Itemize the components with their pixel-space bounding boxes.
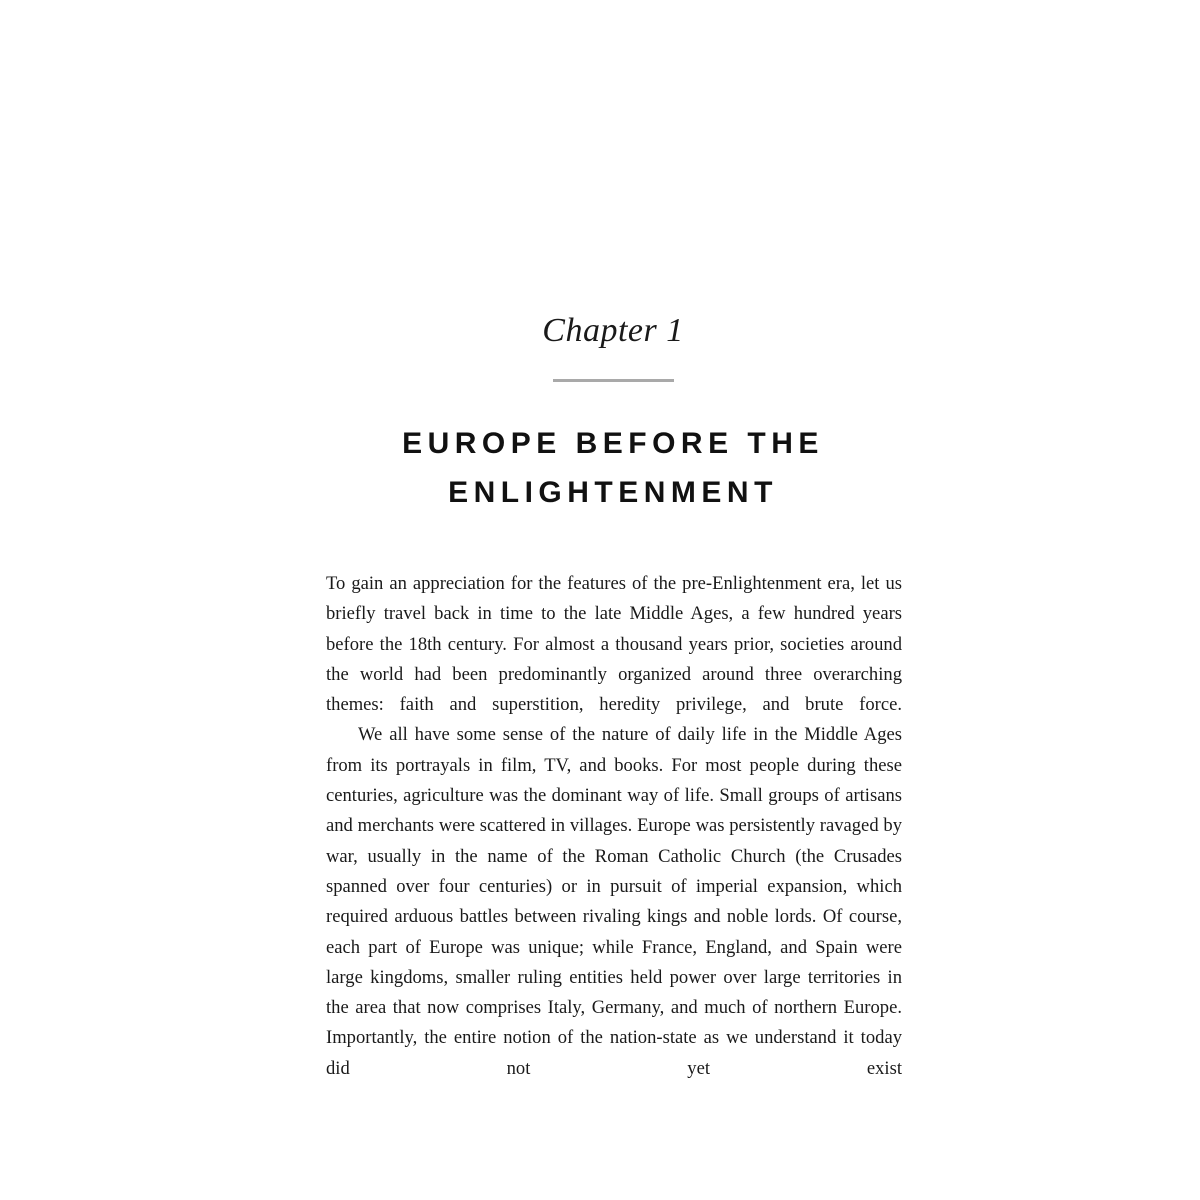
paragraph-2: We all have some sense of the nature of daily life in the Middle Ages from its portrayals in film, TV, and books. For most people during these centuries, agriculture was the dominant way of life. Small groups of artisans and merchants were scattered in villages. Europe was persistently ravaged by war, usually in the name of the Roman Catholic Church (the Crusades spanned over four centuries) or in pursuit of imperial expansion, which required arduous battles between rivaling kings and noble lords. Of course, each part of Europe was unique; while France, England, and Spain were large kingdoms, smaller ruling entities held power over large territories in the area that now comprises Italy, Germany, and much of northern Europe. Importantly, the entire notion of the nation-state as we understand it today did not yet exist	[326, 724, 902, 1079]
paragraph-1: To gain an appreciation for the features of the pre-Enlightenment era, let us briefly travel back in time to the late Middle Ages, a few hundred years before the 18th century. For almost a thousand years prior, societies around the world had been predominantly organized around three overarching themes: faith and superstition, heredity privilege, and brute force.	[326, 573, 902, 716]
chapter-label: Chapter 1	[542, 312, 684, 349]
chapter-divider	[553, 379, 674, 382]
body-text	[326, 569, 902, 1084]
chapter-title: EUROPE BEFORE THE ENLIGHTENMENT	[402, 427, 824, 509]
